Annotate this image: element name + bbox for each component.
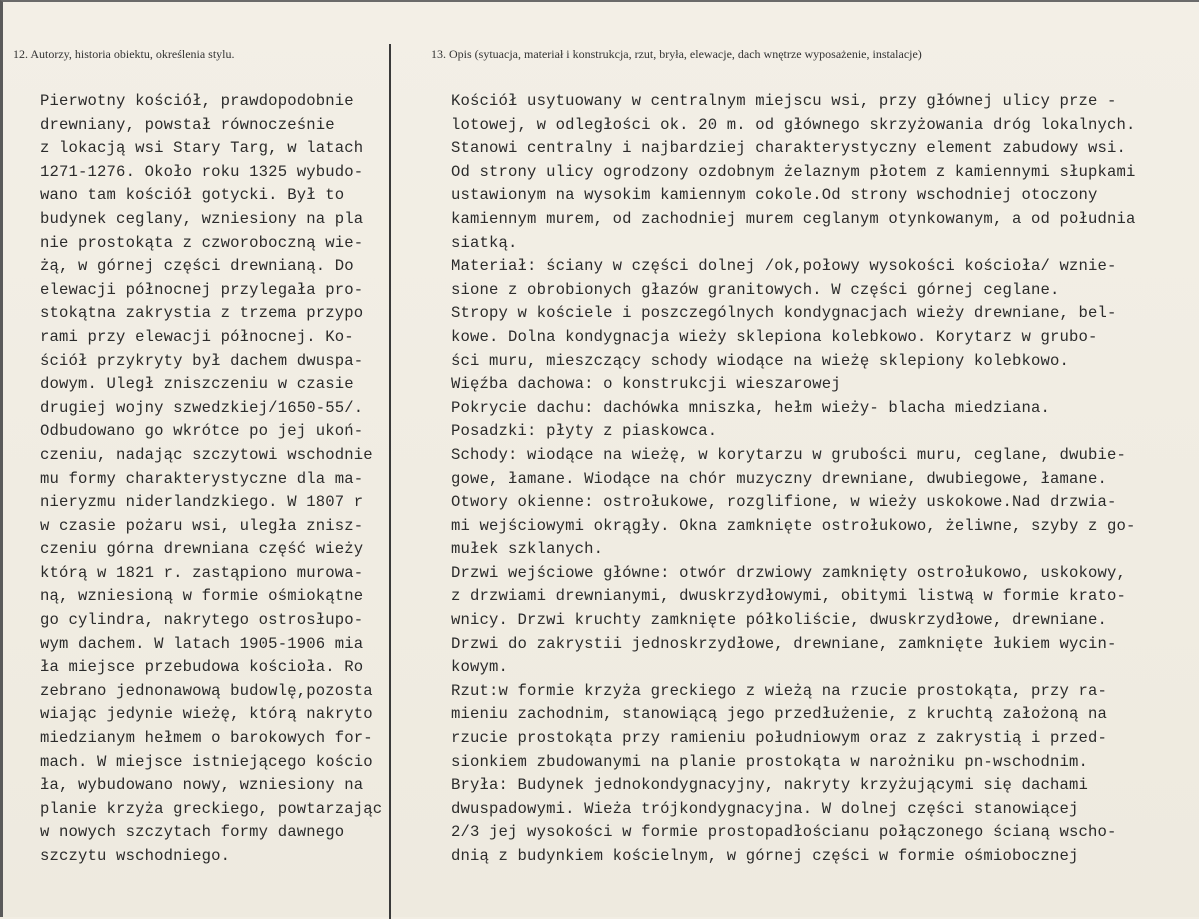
text-line: zebrano jednonawową budowlę,pozosta <box>40 681 373 700</box>
text-line: Pierwotny kościół, prawdopodobnie <box>40 92 354 110</box>
text-line: dwuspadowymi. Wieża trójkondygnacyjna. W dolnej części stanowiącej <box>451 799 1079 818</box>
history-text-column <box>40 90 382 869</box>
text-line: rami przy elewacji północnej. Ko- <box>40 327 354 346</box>
text-line: ła miejsce przebudowa kościoła. Ro <box>40 658 364 677</box>
text-line: rzucie prostokąta przy ramieniu południowym oraz z zakrystią i przed- <box>451 729 1108 748</box>
text-line: mu formy charakterystyczne dla ma- <box>40 469 364 488</box>
text-line: wym dachem. W latach 1905-1906 mia <box>40 634 364 653</box>
text-line: ściół przykryty był dachem dwuspa- <box>40 351 364 370</box>
text-line: drewniany, powstał równocześnie <box>40 115 335 134</box>
text-line: 1271-1276. Około roku 1325 wybudo- <box>40 162 364 181</box>
text-line: którą w 1821 r. zastąpiono murowa- <box>40 563 364 582</box>
text-line: Rzut:w formie krzyża greckiego z wieżą na rzucie prostokąta, przy ra- <box>451 681 1108 700</box>
text-line: Pokrycie dachu: dachówka mniszka, hełm wieży- blacha miedziana. <box>451 398 1050 417</box>
text-line: nieryzmu niderlandzkiego. W 1807 r <box>40 493 364 512</box>
text-line: wano tam kościół gotycki. Był to <box>40 186 345 205</box>
text-line: elewacji północnej przylegała pro- <box>40 280 364 299</box>
text-line: Materiał: ściany w części dolnej /ok,połowy wysokości kościoła/ wznie- <box>451 257 1117 276</box>
text-line: miedzianym hełmem o barokowych for- <box>40 729 373 748</box>
text-line: w nowych szczytach formy dawnego <box>40 823 345 842</box>
text-line: wiając jedynie wieżę, którą nakryto <box>40 705 373 724</box>
text-line: Drzwi wejściowe główne: otwór drzwiowy zamknięty ostrołukowo, uskokowy, <box>451 563 1127 582</box>
text-line: kamiennym murem, od zachodniej murem ceglanym otynkowanym, a od południa <box>451 209 1136 228</box>
text-line: Odbudowano go wkrótce po jej ukoń- <box>40 422 364 441</box>
text-line: kowe. Dolna kondygnacja wieży sklepiona kolebkowo. Korytarz w grubo- <box>451 327 1098 346</box>
text-line: Schody: wiodące na wieżę, w korytarzu w grubości muru, ceglane, dwubie- <box>451 445 1127 464</box>
text-line: sione z obrobionych głazów granitowych. W części górnej ceglane. <box>451 280 1060 299</box>
text-line: ła, wybudowano nowy, wzniesiony na <box>40 776 364 795</box>
text-line: 2/3 jej wysokości w formie prostopadłościanu połączonego ścianą wscho- <box>451 823 1117 842</box>
text-line: żą, w górnej części drewnianą. Do <box>40 257 354 276</box>
text-line: lotowej, w odległości ok. 20 m. od głównego skrzyżowania dróg lokalnych. <box>451 115 1136 134</box>
text-line: ną, wzniesioną w formie ośmiokątne <box>40 587 364 606</box>
text-line: siatką. <box>451 233 518 252</box>
text-line: czeniu, nadając szczytowi wschodnie <box>40 445 373 464</box>
text-line: z lokacją wsi Stary Targ, w latach <box>40 139 364 158</box>
text-line: drugiej wojny szwedzkiej/1650-55/. <box>40 398 364 417</box>
text-line: gowe, łamane. Wiodące na chór muzyczny drewniane, dwubiegowe, łamane. <box>451 469 1108 488</box>
text-line: dowym. Uległ zniszczeniu w czasie <box>40 375 354 394</box>
text-line: wnicy. Drzwi kruchty zamknięte półkoliście, dwuskrzydłowe, drewniane. <box>451 611 1108 630</box>
text-line: planie krzyża greckiego, powtarzając <box>40 799 383 818</box>
text-line: budynek ceglany, wzniesiony na pla <box>40 209 364 228</box>
text-line: nie prostokąta z czworoboczną wie- <box>40 233 364 252</box>
text-line: mieniu zachodnim, stanowiącą jego przedłużenie, z kruchtą założoną na <box>451 705 1108 724</box>
text-line: sionkiem zbudowanymi na planie prostokąta w narożniku pn-wschodnim. <box>451 752 1089 771</box>
text-line: Więźba dachowa: o konstrukcji wieszarowej <box>451 375 841 394</box>
header-authors-history: 12. Autorzy, historia obiektu, określenia stylu. <box>13 47 235 61</box>
text-line: Od strony ulicy ogrodzony ozdobnym żelaznym płotem z kamiennymi słupkami <box>451 162 1136 181</box>
text-line: mach. W miejsce istniejącego kościo <box>40 752 373 771</box>
column-divider <box>389 44 391 919</box>
text-line: Kościół usytuowany w centralnym miejscu wsi, przy głównej ulicy prze - <box>451 92 1117 110</box>
text-line: Drzwi do zakrystii jednoskrzydłowe, drewniane, zamknięte łukiem wycin- <box>451 634 1117 653</box>
description-text-column <box>451 90 1136 869</box>
text-line: dnią z budynkiem kościelnym, w górnej części w formie ośmiobocznej <box>451 847 1079 865</box>
text-line: kowym. <box>451 658 509 677</box>
text-line: Posadzki: płyty z piaskowca. <box>451 422 718 441</box>
text-line: ści muru, mieszczący schody wiodące na wieżę sklepiony kolebkowo. <box>451 351 1070 370</box>
text-line: go cylindra, nakrytego ostrosłupo- <box>40 611 364 630</box>
text-line: ustawionym na wysokim kamiennym cokole.Od strony wschodniej otoczony <box>451 186 1098 205</box>
text-line: mi wejściowymi okrągły. Okna zamknięte ostrołukowo, żeliwne, szyby z go- <box>451 516 1136 535</box>
text-line: Otwory okienne: ostrołukowe, rozglifione, w wieży uskokowe.Nad drzwia- <box>451 493 1117 512</box>
text-line: czeniu górna drewniana część wieży <box>40 540 364 559</box>
text-line: stokątna zakrystia z trzema przypo <box>40 304 364 323</box>
text-line: z drzwiami drewnianymi, dwuskrzydłowymi, obitymi listwą w formie krato- <box>451 587 1127 606</box>
text-line: w czasie pożaru wsi, uległa znisz- <box>40 516 364 535</box>
header-description: 13. Opis (sytuacja, materiał i konstrukcja, rzut, bryła, elewacje, dach wnętrze wyposażenie, instalacje) <box>431 47 922 61</box>
text-line: mułek szklanych. <box>451 540 604 559</box>
text-line: szczytu wschodniego. <box>40 847 231 865</box>
text-line: Stanowi centralny i najbardziej charakterystyczny element zabudowy wsi. <box>451 139 1127 158</box>
text-line: Stropy w kościele i poszczególnych kondygnacjach wieży drewniane, bel- <box>451 304 1117 323</box>
text-line: Bryła: Budynek jednokondygnacyjny, nakryty krzyżującymi się dachami <box>451 776 1089 795</box>
